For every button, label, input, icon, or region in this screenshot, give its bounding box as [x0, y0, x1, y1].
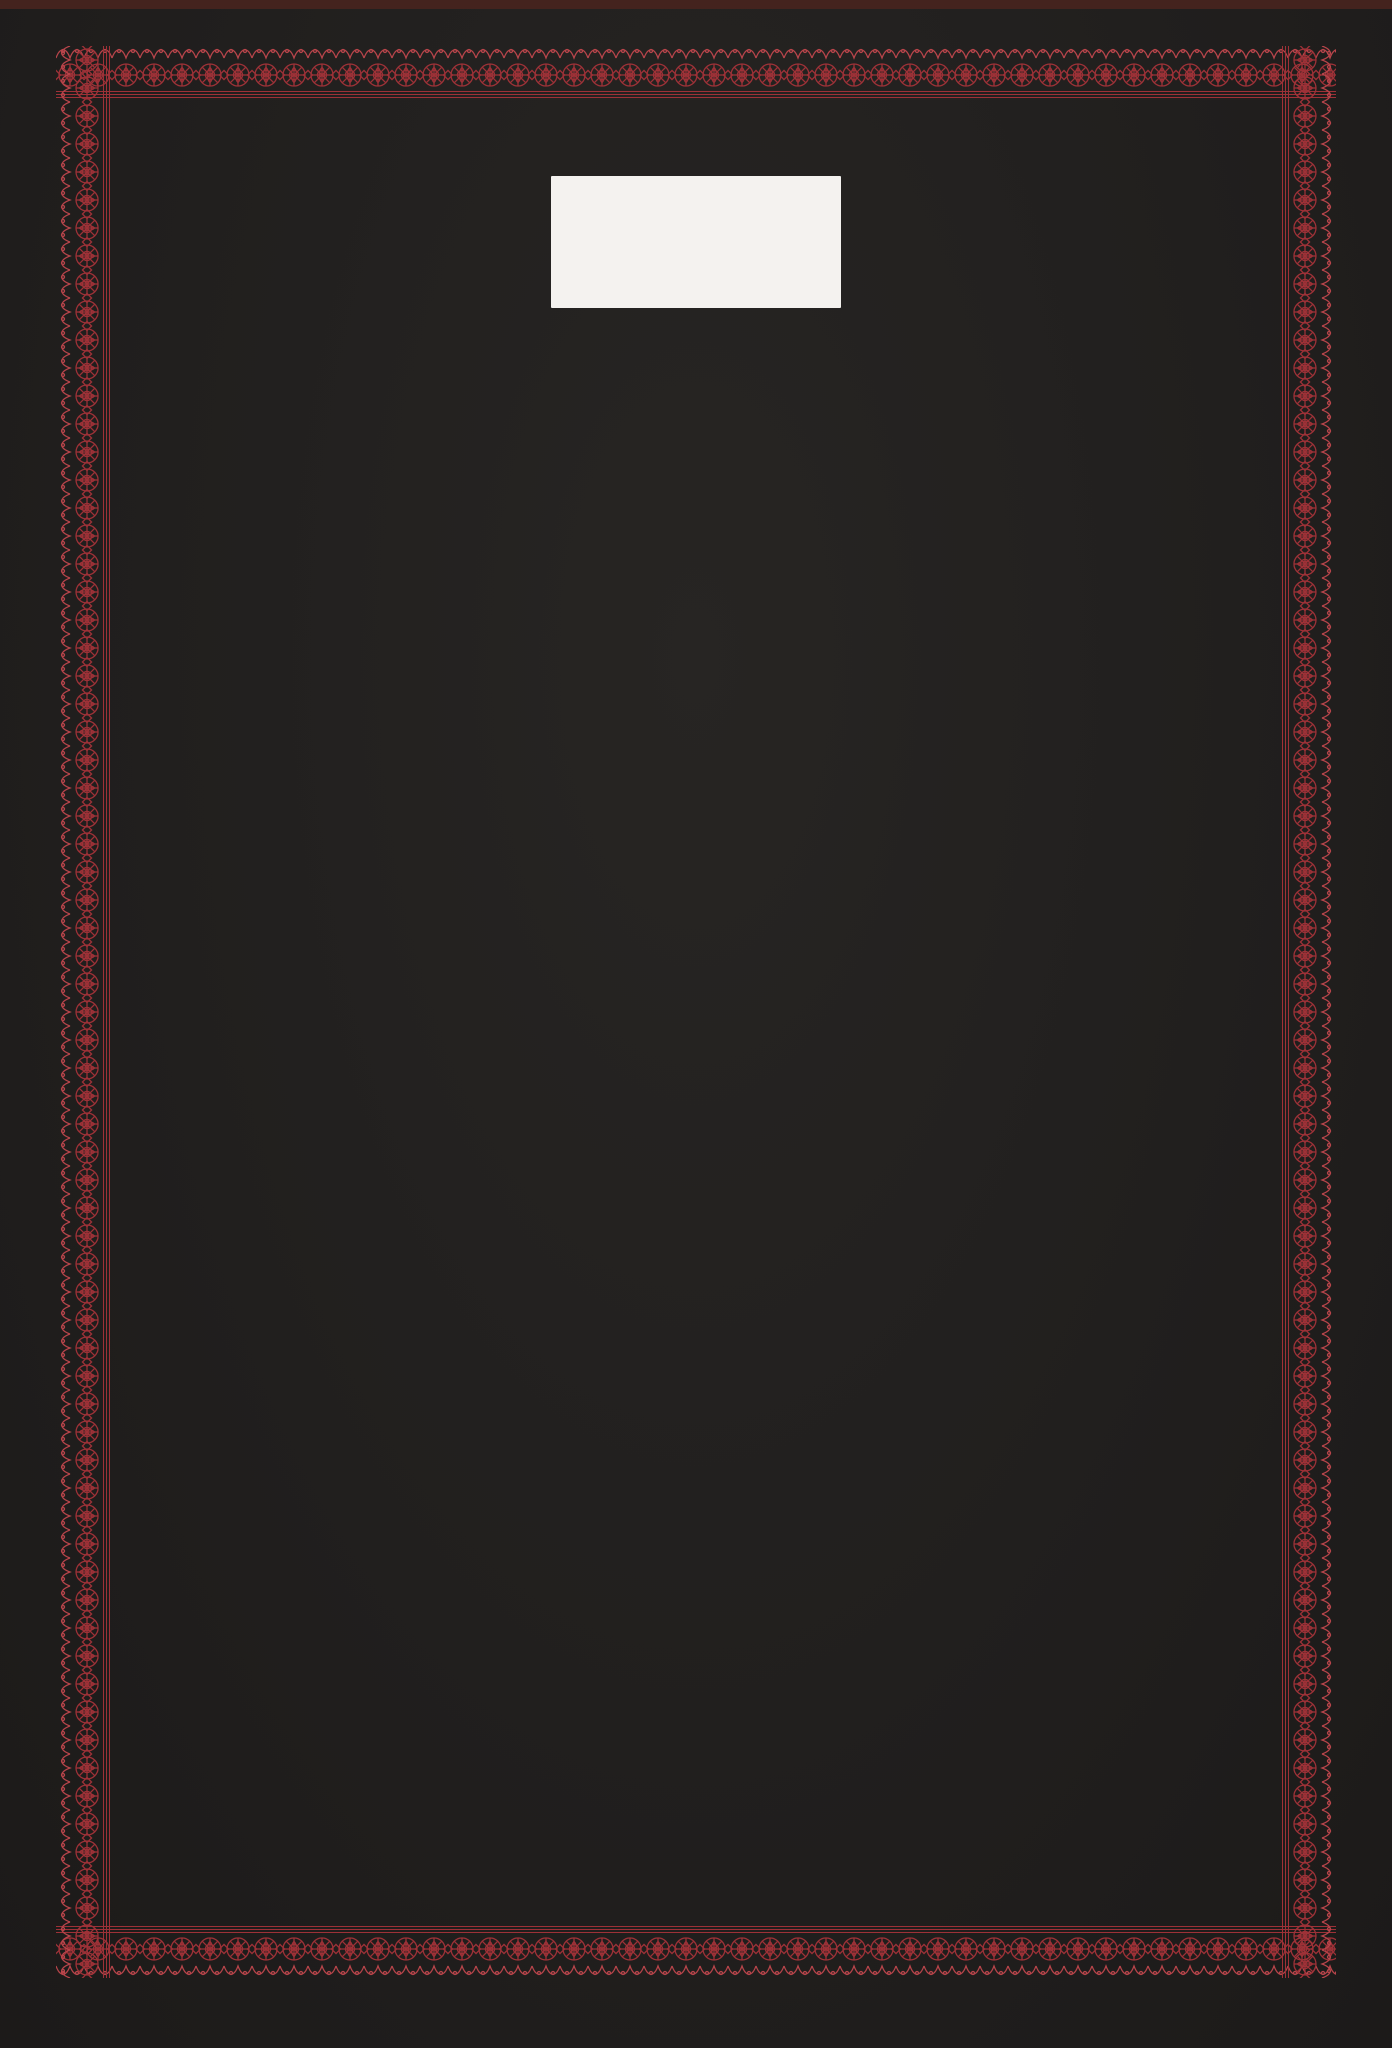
cover-content — [156, 0, 1236, 2048]
ornamental-border-left — [58, 46, 114, 1978]
ornamental-border-right — [1278, 46, 1334, 1978]
barcode — [551, 176, 841, 308]
barcode-graphic — [551, 176, 841, 308]
